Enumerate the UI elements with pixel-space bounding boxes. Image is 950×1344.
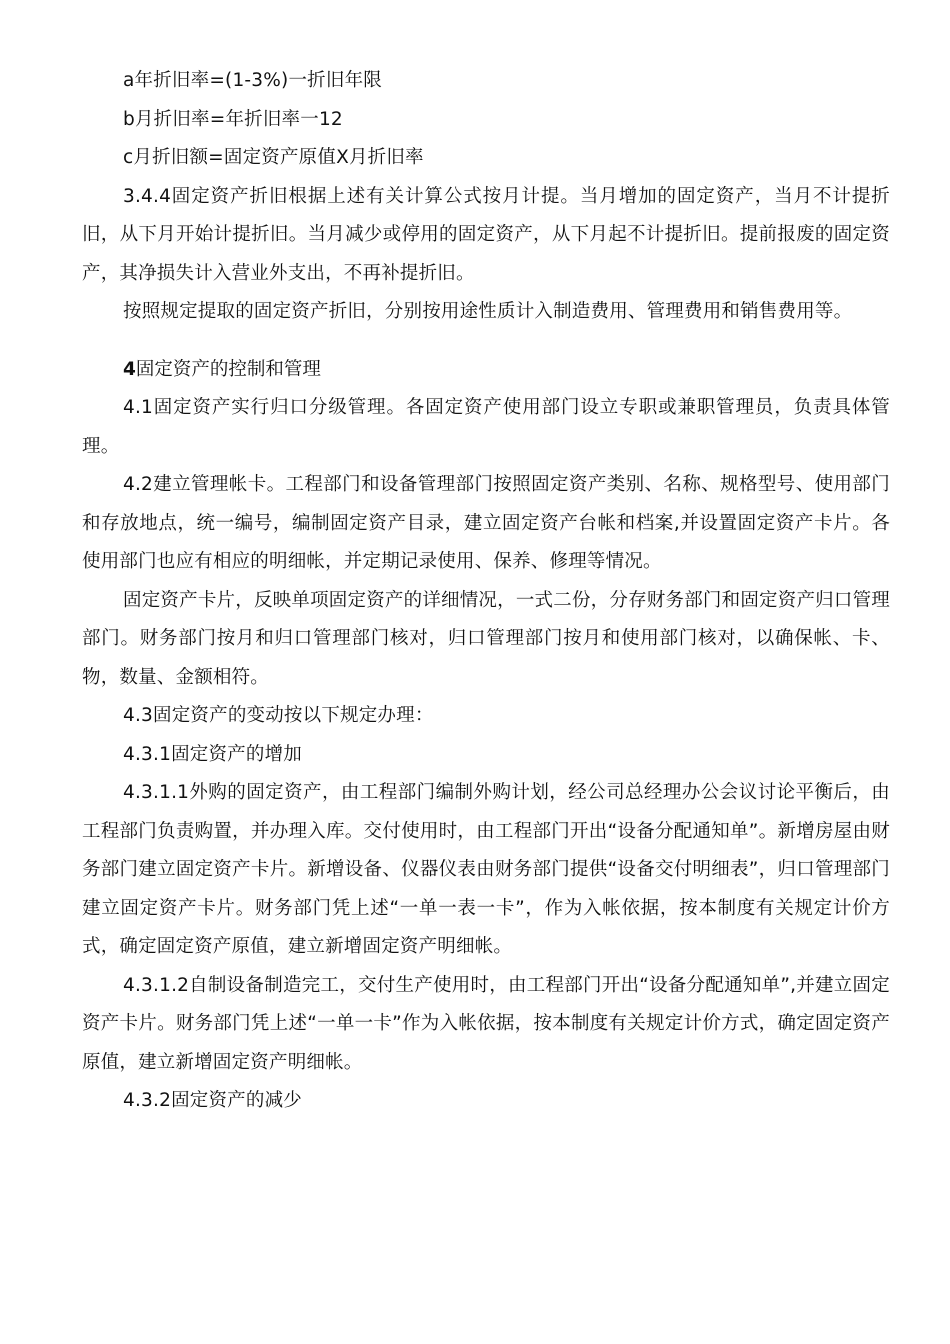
formula-monthly-rate: b月折旧率=年折旧率一12: [123, 108, 343, 130]
paragraph-4-3: 4.3固定资产的变动按以下规定办理：: [123, 705, 434, 726]
formula-monthly-amount: c月折旧额=固定资产原值X月折旧率: [123, 147, 424, 168]
paragraph-4-3-1-1: 4.3.1.1外购的固定资产，由工程部门编制外购计划，经公司总经理办公会议讨论平衡后，由工程部门负责购置，并办理入库。交付使用时，由工程部门开出“设备分配通知单”。新增房屋由财务部门建立固定资产卡片。新增设备、仪器仪表由财务部门提供“设备交付明细表”，归口管理部门建立固定资产卡片。财务部门凭上述“一单一表一卡”，作为入帐依据，按本制度有关规定计价方式，确定固定资产原值，建立新增固定资产明细帐。: [82, 782, 890, 957]
formula-annual-rate: a年折旧率=(1-3%)一折旧年限: [123, 70, 382, 91]
paragraph-4-1: 4.1固定资产实行归口分级管理。各固定资产使用部门设立专职或兼职管理员，负责具体管理。: [82, 397, 890, 457]
paragraph-3-4-4: 3.4.4固定资产折旧根据上述有关计算公式按月计提。当月增加的固定资产，当月不计提折旧，从下月开始计提折旧。当月减少或停用的固定资产，从下月起不计提折旧。提前报废的固定资产，其净损失计入营业外支出，不再补提折旧。: [82, 185, 890, 284]
paragraph-4-2: 4.2建立管理帐卡。工程部门和设备管理部门按照固定资产类别、名称、规格型号、使用部门和存放地点，统一编号，编制固定资产目录，建立固定资产台帐和档案,并设置固定资产卡片。各使用部门也应有相应的明细帐，并定期记录使用、保养、修理等情况。: [82, 474, 890, 572]
document-page: [82, 62, 890, 1121]
section-title: 固定资产的控制和管理: [135, 358, 321, 380]
paragraph-4-3-1-2: 4.3.1.2自制设备制造完工，交付生产使用时，由工程部门开出“设备分配通知单”,并建立固定资产卡片。财务部门凭上述“一单一卡”作为入帐依据，按本制度有关规定计价方式，确定固定资产原值，建立新增固定资产明细帐。: [82, 974, 890, 1073]
section-number: 4: [123, 358, 136, 380]
paragraph-4-3-1: 4.3.1固定资产的增加: [123, 743, 302, 765]
paragraph-asset-card: 固定资产卡片，反映单项固定资产的详细情况，一式二份，分存财务部门和固定资产归口管理部门。财务部门按月和归口管理部门核对，归口管理部门按月和使用部门核对，以确保帐、卡、物，数量、金额相符。: [82, 589, 890, 688]
paragraph-depreciation-allocation: 按照规定提取的固定资产折旧，分别按用途性质计入制造费用、管理费用和销售费用等。: [123, 301, 853, 322]
section-heading-4: [82, 351, 890, 390]
paragraph-4-3-2: 4.3.2固定资产的减少: [123, 1090, 302, 1111]
